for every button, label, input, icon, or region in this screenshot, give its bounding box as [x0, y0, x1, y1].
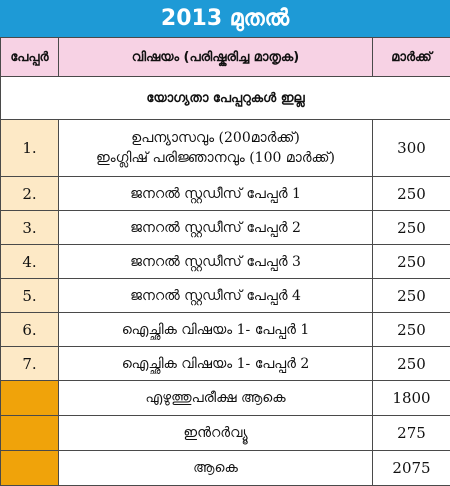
- written-total-row: [1, 381, 450, 416]
- header-paper: പേപ്പർ: [1, 38, 59, 77]
- paper-number: 6.: [1, 313, 59, 347]
- subject-cell: ഐച്ഛിക വിഷയം 1- പേപ്പർ 2: [59, 347, 373, 381]
- table-row: [1, 347, 450, 381]
- marks-cell: 250: [373, 177, 450, 211]
- paper-number: 1.: [1, 120, 59, 177]
- table-row: [1, 279, 450, 313]
- note-row: [1, 77, 450, 120]
- marks-cell: 300: [373, 120, 450, 177]
- subject-line: ഉപന്യാസവും (200മാർക്ക്): [63, 128, 368, 148]
- marks-cell: 250: [373, 211, 450, 245]
- table-row: [1, 211, 450, 245]
- subject-cell: ജനറൽ സ്റ്റഡീസ് പേപ്പർ 4: [59, 279, 373, 313]
- grand-total-row: [1, 451, 450, 486]
- marks-cell: 250: [373, 245, 450, 279]
- interview-value: 275: [373, 416, 450, 451]
- subject-cell: ജനറൽ സ്റ്റഡീസ് പേപ്പർ 3: [59, 245, 373, 279]
- marks-cell: 250: [373, 279, 450, 313]
- subject-cell: [59, 120, 373, 177]
- table-row: [1, 245, 450, 279]
- summary-marker: [1, 451, 59, 486]
- no-qualifying-papers-note: യോഗ്യതാ പേപ്പറുകൾ ഇല്ല: [1, 77, 450, 120]
- paper-number: 3.: [1, 211, 59, 245]
- interview-row: [1, 416, 450, 451]
- subject-cell: ഐച്ഛിക വിഷയം 1- പേപ്പർ 1: [59, 313, 373, 347]
- header-subject: വിഷയം (പരിഷ്കരിച്ച മാതൃക): [59, 38, 373, 77]
- paper-number: 4.: [1, 245, 59, 279]
- page-title: 2013 മുതൽ: [0, 0, 450, 37]
- table-row: [1, 120, 450, 177]
- grand-total-label: ആകെ: [59, 451, 373, 486]
- table-row: [1, 313, 450, 347]
- header-row: [1, 38, 450, 77]
- header-marks: മാർക്ക്: [373, 38, 450, 77]
- interview-label: ഇൻറർവ്യൂ: [59, 416, 373, 451]
- subject-line: ഇംഗ്ലിഷ് പരിജ്ഞാനവും (100 മാർക്ക്): [63, 148, 368, 168]
- marks-cell: 250: [373, 313, 450, 347]
- marks-cell: 250: [373, 347, 450, 381]
- paper-number: 7.: [1, 347, 59, 381]
- subject-cell: ജനറൽ സ്റ്റഡീസ് പേപ്പർ 1: [59, 177, 373, 211]
- table-row: [1, 177, 450, 211]
- summary-marker: [1, 381, 59, 416]
- exam-pattern-table: [0, 37, 450, 486]
- subject-cell: ജനറൽ സ്റ്റഡീസ് പേപ്പർ 2: [59, 211, 373, 245]
- written-total-value: 1800: [373, 381, 450, 416]
- paper-number: 2.: [1, 177, 59, 211]
- grand-total-value: 2075: [373, 451, 450, 486]
- summary-marker: [1, 416, 59, 451]
- written-total-label: എഴുത്തുപരീക്ഷ ആകെ: [59, 381, 373, 416]
- paper-number: 5.: [1, 279, 59, 313]
